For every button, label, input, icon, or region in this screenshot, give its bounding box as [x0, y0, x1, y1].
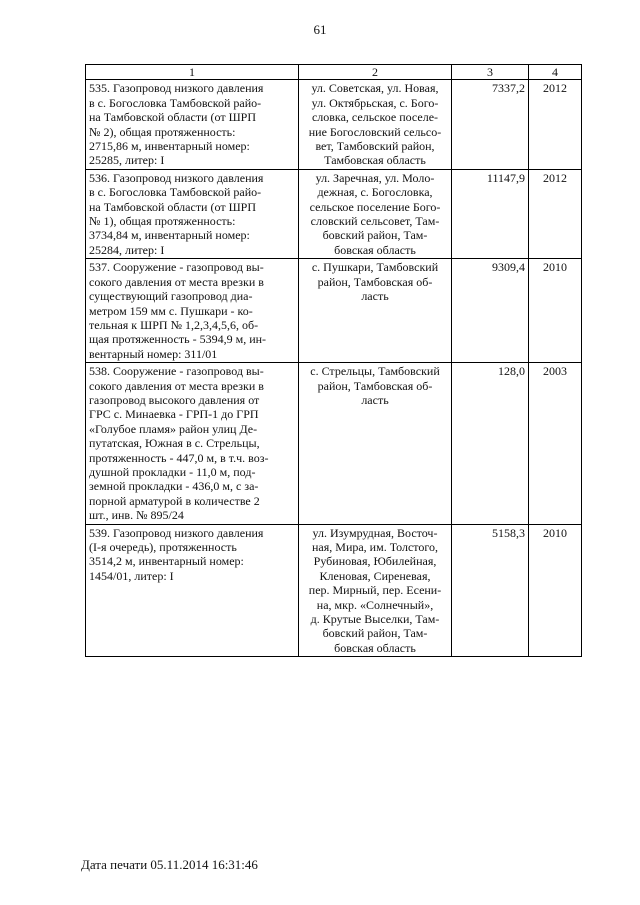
object-description: 535. Газопровод низкого давления в с. Богословка Тамбовской райо- на Тамбовской области (от ШРП № 2), общая протяженность: 2715,86 м, инвентарный номер: 25285, литер: I	[86, 80, 299, 169]
page-number: 61	[313, 22, 327, 37]
gas-pipeline-registry-table	[85, 64, 582, 657]
object-address: с. Стрельцы, Тамбовский район, Тамбовская об- ласть	[299, 363, 452, 524]
object-year: 2012	[529, 169, 582, 258]
object-length: 9309,4	[452, 259, 529, 363]
object-description: 536. Газопровод низкого давления в с. Богословка Тамбовской райо- на Тамбовской области (от ШРП № 1), общая протяженность: 3734,84 м, инвентарный номер: 25284, литер: I	[86, 169, 299, 258]
table-header-row	[86, 65, 582, 80]
object-year: 2010	[529, 259, 582, 363]
column-header: 1	[86, 65, 299, 80]
column-header: 2	[299, 65, 452, 80]
table-row	[86, 524, 582, 657]
object-description: 537. Сооружение - газопровод вы- сокого давления от места врезки в существующий газопровод диа- метром 159 мм с. Пушкари - ко- тельная к ШРП № 1,2,3,4,5,6, об- щая протяженность - 5394,9 м, ин- вентарный номер: 311/01	[86, 259, 299, 363]
object-address: ул. Заречная, ул. Моло- дежная, с. Богословка, сельское поселение Бого- словский сельсовет, Там- бовский район, Там- бовская область	[299, 169, 452, 258]
table-row	[86, 169, 582, 258]
table-row	[86, 80, 582, 169]
object-length: 128,0	[452, 363, 529, 524]
object-year: 2010	[529, 524, 582, 657]
object-description: 538. Сооружение - газопровод вы- сокого давления от места врезки в газопровод высокого давления от ГРС с. Минаевка - ГРП-1 до ГРП «Голубое пламя» район улиц Де- путатская, Южная в с. Стрельцы, протяженность - 447,0 м, в т.ч. воз- душной прокладки - 11,0 м, под- земной прокладки - 436,0 м, с за- порной арматурой в количестве 2 шт., инв. № 895/24	[86, 363, 299, 524]
object-length: 5158,3	[452, 524, 529, 657]
object-length: 7337,2	[452, 80, 529, 169]
column-header: 3	[452, 65, 529, 80]
object-year: 2003	[529, 363, 582, 524]
table-row	[86, 363, 582, 524]
object-length: 11147,9	[452, 169, 529, 258]
object-description: 539. Газопровод низкого давления (I-я очередь), протяженность 3514,2 м, инвентарный номер: 1454/01, литер: I	[86, 524, 299, 657]
print-date: Дата печати 05.11.2014 16:31:46	[81, 857, 258, 872]
table-row	[86, 259, 582, 363]
object-address: ул. Советская, ул. Новая, ул. Октябрьская, с. Бого- словка, сельское поселе- ние Богословский сельсо- вет, Тамбовский район, Тамбовская область	[299, 80, 452, 169]
object-address: с. Пушкари, Тамбовский район, Тамбовская об- ласть	[299, 259, 452, 363]
column-header: 4	[529, 65, 582, 80]
object-year: 2012	[529, 80, 582, 169]
object-address: ул. Изумрудная, Восточ- ная, Мира, им. Толстого, Рубиновая, Юбилейная, Кленовая, Сиреневая, пер. Мирный, пер. Есени- на, мкр. «Солнечный», д. Крутые Выселки, Там- бовский район, Там- бовская область	[299, 524, 452, 657]
